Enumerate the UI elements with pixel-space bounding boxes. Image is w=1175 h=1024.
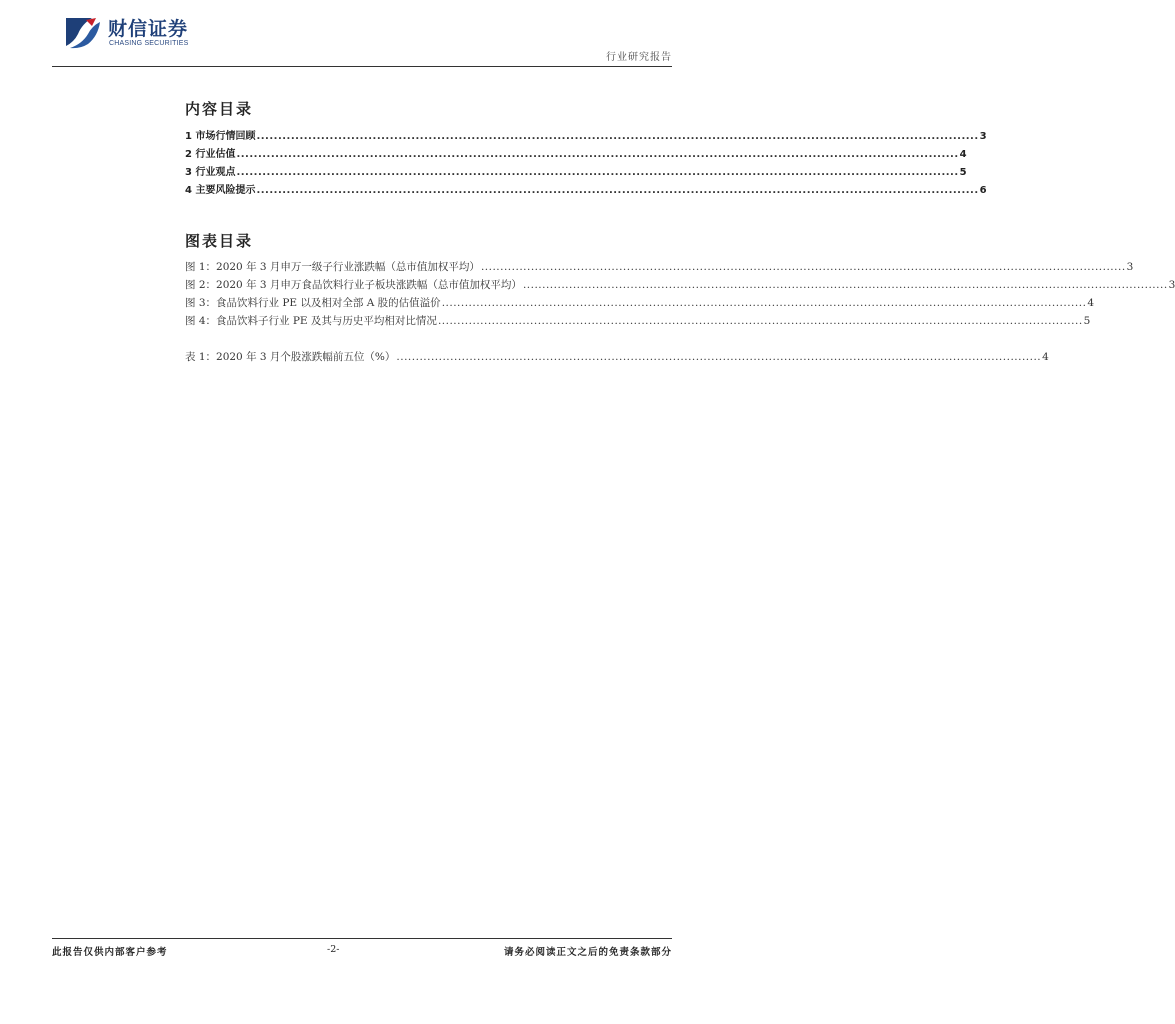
- figure-entry-page: 5: [1083, 315, 1091, 327]
- brand-name: 财信证券: [108, 18, 189, 40]
- footer-disclaimer-left: 此报告仅供内部客户参考: [52, 947, 168, 958]
- figure-entry-page: 3: [1168, 279, 1175, 291]
- figure-entry[interactable]: [185, 294, 1095, 312]
- toc-leader: ........................................................................................................................................................................: [522, 279, 1168, 291]
- toc-leader: ........................................................................................................................................................................: [256, 131, 979, 142]
- toc-entry-label: 1 市场行情回顾: [185, 131, 256, 142]
- figure-entry-label: 图 2：2020 年 3 月申万食品饮料行业子板块涨跌幅（总市值加权平均）: [185, 279, 522, 291]
- table-entry[interactable]: [185, 348, 1049, 366]
- toc-entry[interactable]: [185, 146, 967, 164]
- toc-leader: ........................................................................................................................................................................: [236, 167, 959, 178]
- toc-leader: ........................................................................................................................................................................: [256, 185, 979, 196]
- toc-entry[interactable]: [185, 128, 987, 146]
- page-footer: [52, 944, 672, 960]
- toc-entry-page: 4: [959, 149, 967, 160]
- toc-entry-page: 3: [979, 131, 987, 142]
- contents-list: [185, 128, 987, 200]
- toc-leader: ........................................................................................................................................................................: [396, 351, 1042, 363]
- report-type: 行业研究报告: [606, 52, 672, 63]
- brand-name-en: CHASING SECURITIES: [109, 40, 189, 47]
- toc-leader: ........................................................................................................................................................................: [236, 149, 959, 160]
- toc-entry-page: 6: [979, 185, 987, 196]
- footer-divider: [52, 938, 672, 939]
- figure-entry[interactable]: [185, 258, 1134, 276]
- toc-entry[interactable]: [185, 164, 967, 182]
- page-header: [52, 12, 672, 68]
- header-divider: [52, 66, 672, 67]
- figure-entry-label: 图 1：2020 年 3 月申万一级子行业涨跌幅（总市值加权平均）: [185, 261, 480, 273]
- toc-leader: ........................................................................................................................................................................: [441, 297, 1087, 309]
- footer-disclaimer-right: 请务必阅读正文之后的免责条款部分: [503, 947, 672, 958]
- brand-logo: [62, 12, 222, 54]
- contents-title: 内容目录: [185, 100, 254, 118]
- list-spacer: [185, 330, 672, 348]
- toc-entry-page: 5: [959, 167, 967, 178]
- figures-title: 图表目录: [185, 232, 254, 250]
- table-entry-page: 4: [1042, 351, 1049, 363]
- figure-entry-page: 3: [1126, 261, 1134, 273]
- table-entry-label: 表 1：2020 年 3 月个股涨跌幅前五位（%）: [185, 351, 396, 363]
- figure-entry[interactable]: [185, 276, 1175, 294]
- toc-entry-label: 4 主要风险提示: [185, 185, 256, 196]
- figure-entry[interactable]: [185, 312, 1091, 330]
- page-number: -2-: [327, 944, 340, 955]
- brand-logo-icon: [62, 14, 104, 50]
- toc-entry[interactable]: [185, 182, 987, 200]
- toc-entry-label: 2 行业估值: [185, 149, 236, 160]
- toc-leader: ........................................................................................................................................................................: [480, 261, 1126, 273]
- toc-leader: ........................................................................................................................................................................: [437, 315, 1083, 327]
- figures-list: [185, 258, 1175, 366]
- figure-entry-page: 4: [1087, 297, 1095, 309]
- figure-entry-label: 图 3：食品饮料行业 PE 以及相对全部 A 股的估值溢价: [185, 297, 441, 309]
- toc-entry-label: 3 行业观点: [185, 167, 236, 178]
- figure-entry-label: 图 4：食品饮料子行业 PE 及其与历史平均相对比情况: [185, 315, 437, 327]
